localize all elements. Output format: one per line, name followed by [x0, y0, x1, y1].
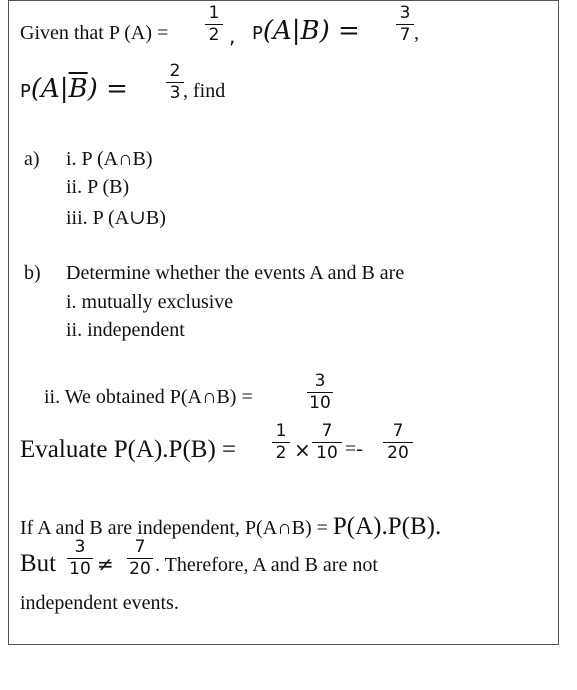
fraction-numerator: 2	[169, 61, 181, 81]
conditional-pa-notb: $P(A|\overline{B})$ =	[20, 74, 128, 104]
part-a-item-3: iii. P (A∪B)	[66, 207, 166, 229]
fraction-numerator: 7	[392, 421, 404, 441]
fraction-numerator: 1	[208, 3, 220, 23]
solution-line-1: ii. We obtained P(A∩B) =	[44, 386, 253, 408]
fraction-denominator: 3	[169, 83, 181, 103]
fraction-pb-eval	[312, 422, 342, 463]
equals-sign: =-	[345, 438, 363, 460]
part-a-item-1: i. P (A∩B)	[66, 148, 153, 170]
part-a-letter: a)	[24, 148, 40, 170]
fraction-pa-eval	[272, 422, 290, 463]
fraction-denominator: 2	[208, 25, 220, 45]
times-sign: ×	[294, 438, 311, 462]
fraction-numerator: 1	[275, 421, 287, 441]
part-b-letter: b)	[24, 262, 41, 284]
conclusion-text: . Therefore, A and B are not	[155, 554, 378, 576]
fraction-obtained	[67, 538, 93, 579]
comma: ,	[414, 22, 419, 44]
fraction-denominator: 10	[309, 393, 331, 413]
find-text: , find	[183, 80, 226, 102]
fraction-pab	[396, 4, 414, 45]
part-b-item-2: ii. independent	[66, 319, 185, 341]
given-prefix: Given that P (A) =	[20, 22, 169, 44]
fraction-numerator: 3	[74, 537, 86, 557]
evaluate-text: Evaluate P(A).P(B) =	[20, 436, 237, 463]
fraction-pab-obtained	[307, 372, 333, 413]
conditional-pab: P(A|B) =	[252, 16, 360, 46]
fraction-denominator: 2	[275, 443, 287, 463]
part-b-item-1: i. mutually exclusive	[66, 291, 234, 313]
fraction-result	[383, 422, 413, 463]
part-b-lead: Determine whether the events A and B are	[66, 262, 405, 284]
fraction-numerator: 3	[314, 371, 326, 391]
fraction-numerator: 7	[321, 421, 333, 441]
conclusion-text-end: independent events.	[20, 592, 179, 614]
not-equal-sign: ≠	[97, 552, 114, 576]
fraction-denominator: 10	[69, 559, 91, 579]
but-text: But	[20, 550, 57, 577]
fraction-numerator: 3	[399, 3, 411, 23]
fraction-pa	[205, 4, 223, 45]
independence-condition: If A and B are independent, P(A∩B) = P(A).P(B).	[20, 513, 442, 540]
fraction-denominator: 10	[316, 443, 338, 463]
fraction-denominator: 20	[387, 443, 409, 463]
fraction-product	[127, 538, 153, 579]
fraction-denominator: 7	[399, 25, 411, 45]
comma: ,	[229, 24, 236, 48]
fraction-numerator: 7	[134, 537, 146, 557]
part-a-item-2: ii. P (B)	[66, 176, 130, 198]
fraction-denominator: 20	[129, 559, 151, 579]
fraction-pa-notb	[166, 62, 184, 103]
